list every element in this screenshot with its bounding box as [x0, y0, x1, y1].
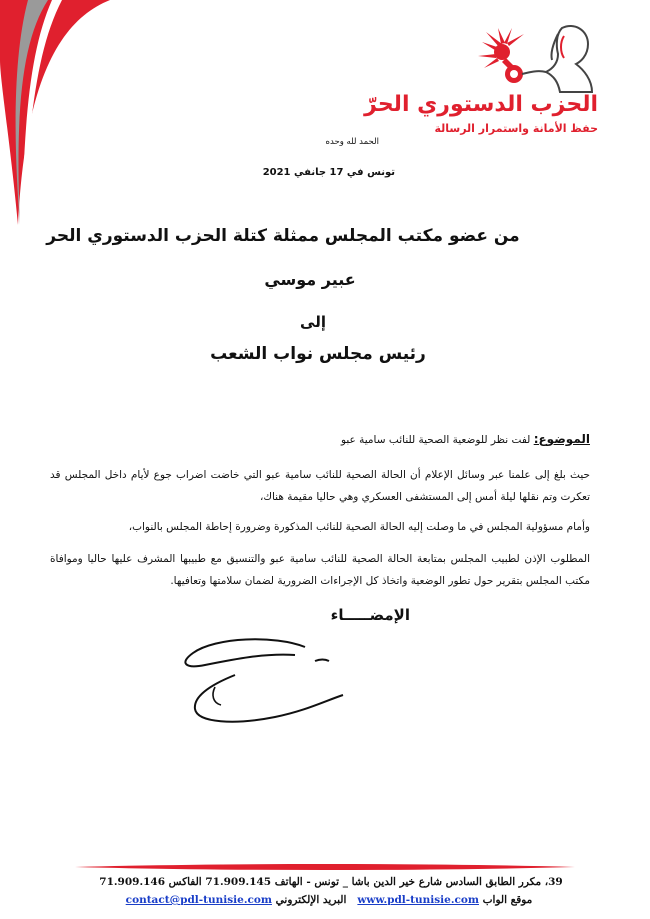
paragraph-3: المطلوب الإذن لطبيب المجلس بمتابعة الحالة الصحية للنائب سامية عبو والتنسيق مع طبيبها المشرف عليها حاليا وموافاة مكتب المجلس بتقرير حول تطور الوضعية واتخاذ كل الإجراءات الضرورية لضمان سلامتها وتعافيها. — [50, 553, 590, 587]
corner-swoosh-decoration — [0, 0, 120, 230]
website-link[interactable]: www.pdl-tunisie.com — [357, 894, 479, 906]
party-name: الحزب الدستوري الحرّ — [364, 92, 598, 117]
subject-label: الموضوع: — [533, 432, 590, 446]
handwritten-signature — [175, 635, 355, 730]
paragraph-1: حيث بلغ إلى علمنا عبر وسائل الإعلام أن الحالة الصحية للنائب سامية عبو التي خاضت اضراب جوع لأيام داخل المجلس قد تعكرت وتم نقلها ليلة أمس إلى المستشفى العسكري وهي حاليا مقيمة هناك، — [50, 469, 590, 503]
subject-line — [341, 432, 590, 446]
place-date: تونس في 17 جانفي 2021 — [262, 167, 395, 178]
sender-title-line: من عضو مكتب المجلس ممثلة كتلة الحزب الدستوري الحر — [46, 226, 520, 246]
footer-address: 39، مكرر الطابق السادس شارع خير الدين باشا _ تونس - الهاتف 71.909.145 الفاكس 71.909.146 — [99, 876, 563, 888]
to-word: إلى — [300, 313, 326, 331]
subject-text: لفت نظر للوضعية الصحية للنائب سامية عبو — [340, 434, 534, 446]
signature-title: الإمضـــــاء — [330, 606, 410, 624]
paragraph-2: وأمام مسؤولية المجلس في ما وصلت إليه الحالة الصحية للنائب المذكورة وضرورة إحاطة المجلس بالنواب، — [128, 521, 590, 533]
email-link[interactable]: contact@pdl-tunisie.com — [125, 894, 272, 906]
footer-contacts — [4, 894, 650, 906]
footer-rule — [75, 863, 575, 871]
sender-name: عبير موسي — [264, 270, 356, 289]
email-label: البريد الإلكتروني — [275, 894, 347, 906]
recipient: رئيس مجلس نواب الشعب — [210, 344, 426, 364]
party-slogan: حفظ الأمانة واستمرار الرسالة — [434, 122, 598, 135]
opening-praise: الحمد لله وحده — [325, 137, 379, 147]
website-label: موقع الواب — [482, 894, 533, 906]
